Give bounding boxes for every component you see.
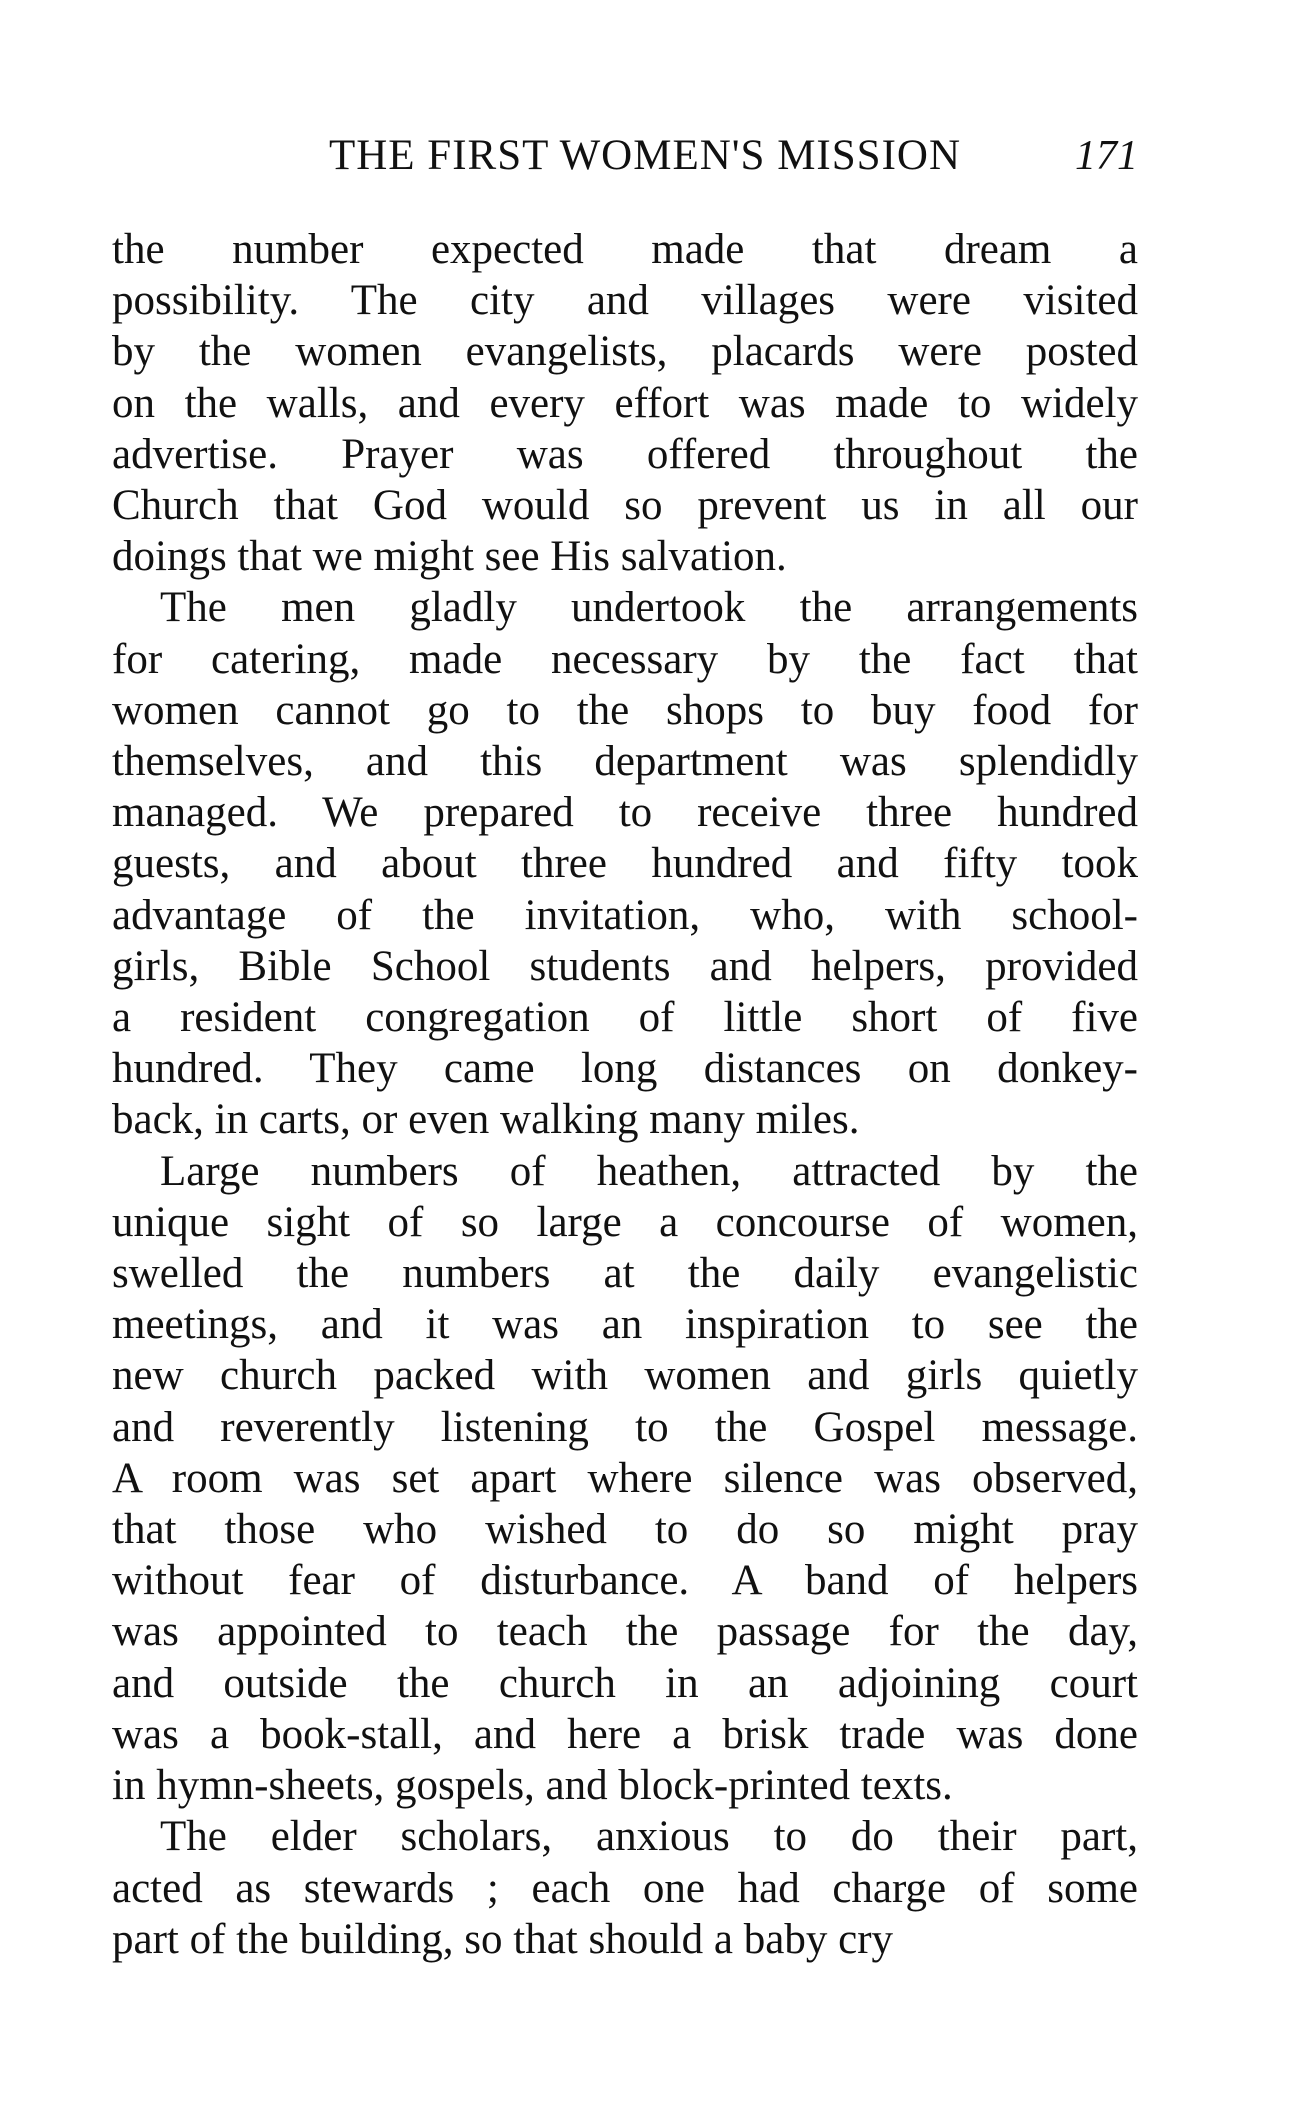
text-line: that those who wished to do so might pray — [112, 1506, 1138, 1554]
text-line: The elder scholars, anxious to do their part, — [160, 1813, 1138, 1861]
text-line: managed. We prepared to receive three hundred — [112, 789, 1138, 837]
text-line: for catering, made necessary by the fact that — [112, 635, 1138, 683]
text-line: women cannot go to the shops to buy food for — [112, 686, 1138, 734]
text-line: The men gladly undertook the arrangements — [160, 584, 1138, 632]
text-line: doings that we might see His salvation. — [112, 533, 787, 581]
page-number: 171 — [1075, 133, 1138, 179]
text-line: meetings, and it was an inspiration to see the — [112, 1301, 1138, 1349]
text-line: advertise. Prayer was offered throughout the — [112, 430, 1138, 478]
text-line: a resident congregation of little short of five — [112, 994, 1138, 1042]
text-line: was a book-stall, and here a brisk trade was done — [112, 1710, 1138, 1758]
text-line: by the women evangelists, placards were posted — [112, 328, 1138, 376]
text-line: themselves, and this department was splendidly — [112, 738, 1138, 786]
paragraph — [112, 1811, 1138, 1965]
running-header — [112, 132, 1138, 180]
text-line: Church that God would so prevent us in all our — [112, 482, 1138, 530]
running-title: THE FIRST WOMEN'S MISSION — [328, 132, 962, 179]
text-line: A room was set apart where silence was observed, — [112, 1454, 1138, 1502]
text-line: Large numbers of heathen, attracted by the — [160, 1147, 1138, 1195]
paragraph — [112, 582, 1138, 1145]
body-text — [112, 224, 1138, 1965]
text-line: possibility. The city and villages were visited — [112, 277, 1138, 325]
text-line: unique sight of so large a concourse of women, — [112, 1198, 1138, 1246]
text-line: the number expected made that dream a — [112, 226, 1138, 273]
text-line: and outside the church in an adjoining court — [112, 1659, 1138, 1707]
text-line: acted as stewards ; each one had charge of some — [112, 1864, 1138, 1912]
text-line: part of the building, so that should a baby cry — [112, 1915, 894, 1963]
text-line: hundred. They came long distances on donkey- — [112, 1045, 1138, 1093]
text-line: on the walls, and every effort was made to widely — [112, 379, 1138, 427]
paragraph — [112, 1146, 1138, 1812]
text-line: without fear of disturbance. A band of helpers — [112, 1557, 1138, 1605]
paragraph — [112, 224, 1138, 582]
text-line: new church packed with women and girls quietly — [112, 1352, 1138, 1400]
text-line: back, in carts, or even walking many miles. — [112, 1096, 860, 1144]
text-line: and reverently listening to the Gospel message. — [112, 1403, 1138, 1451]
text-line: was appointed to teach the passage for the day, — [112, 1608, 1138, 1656]
text-line: advantage of the invitation, who, with school- — [112, 891, 1138, 939]
text-line: girls, Bible School students and helpers, provided — [112, 942, 1138, 990]
text-line: guests, and about three hundred and fifty took — [112, 840, 1138, 888]
text-line: in hymn-sheets, gospels, and block-printed texts. — [112, 1762, 953, 1810]
text-line: swelled the numbers at the daily evangelistic — [112, 1250, 1138, 1298]
